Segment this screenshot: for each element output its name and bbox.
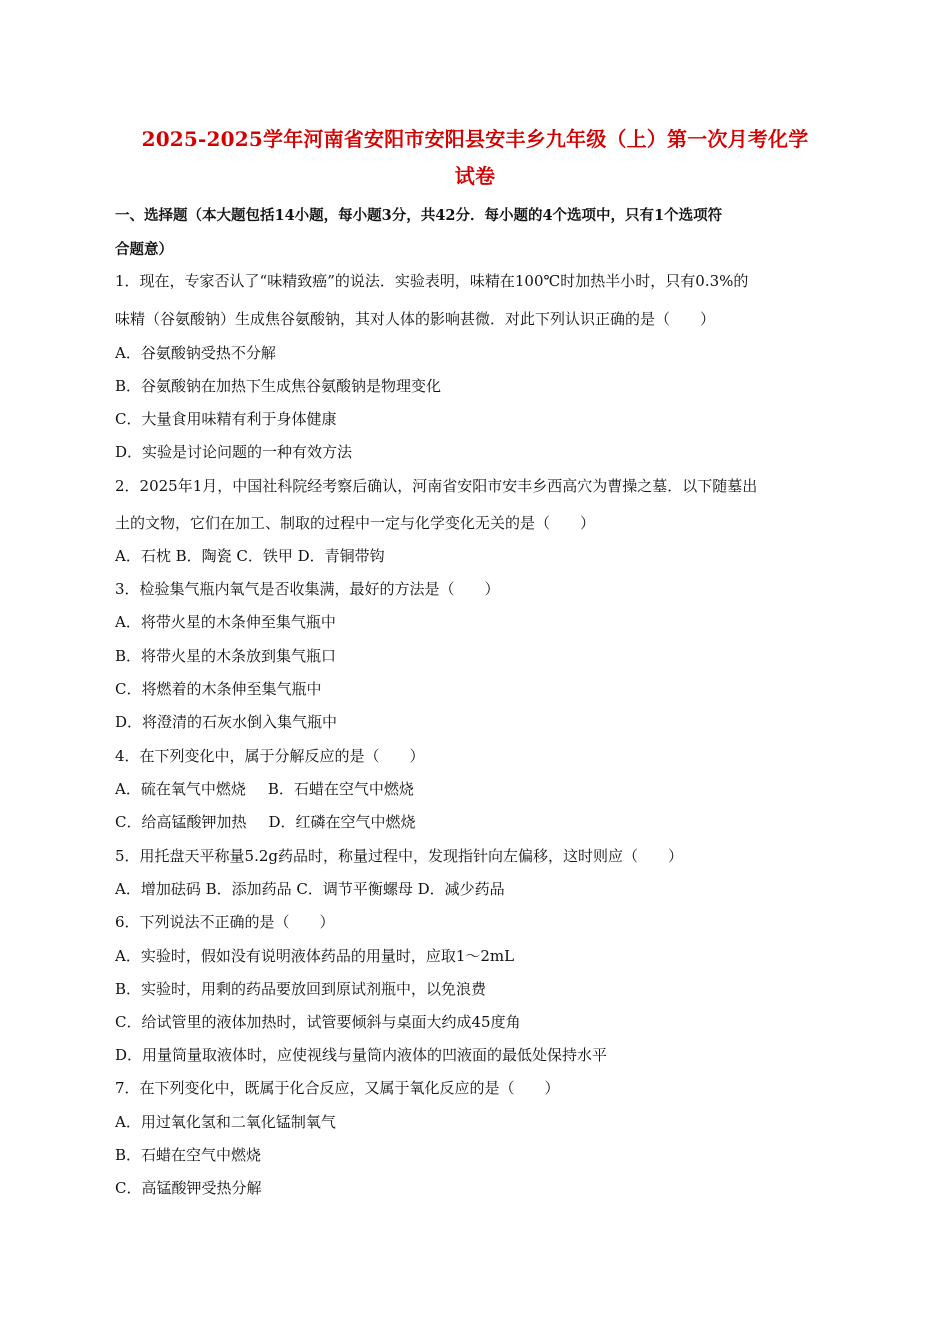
question-4-option-b: B．石蜡在空气中燃烧: [267, 780, 414, 798]
question-7-stem: 7．在下列变化中，既属于化合反应，又属于氧化反应的是（ ）: [115, 1079, 560, 1097]
question-7-option-c: C．高锰酸钾受热分解: [115, 1179, 262, 1197]
question-1-option-d: D．实验是讨论问题的一种有效方法: [115, 443, 353, 461]
exam-title-line-2: 试卷: [454, 164, 496, 188]
question-1-stem-line-2: 味精（谷氨酸钠）生成焦谷氨酸钠，其对人体的影响甚微．对此下列认识正确的是（ ）: [115, 310, 716, 328]
question-1-option-a: A．谷氨酸钠受热不分解: [115, 344, 276, 362]
question-2-stem-line-1: 2．2025年1月，中国社科院经考察后确认，河南省安阳市安丰乡西高穴为曹操之墓．以下随墓出: [115, 477, 758, 495]
section-heading-line-1: 一、选择题（本大题包括14小题，每小题3分，共42分．每小题的4个选项中，只有1个选项符: [115, 207, 723, 224]
question-6-option-a: A．实验时，假如没有说明液体药品的用量时，应取1～2mL: [115, 947, 515, 965]
question-4-option-d: D．红磷在空气中燃烧: [268, 813, 416, 831]
question-1-option-b: B．谷氨酸钠在加热下生成焦谷氨酸钠是物理变化: [115, 377, 442, 395]
question-6-option-b: B．实验时，用剩的药品要放回到原试剂瓶中，以免浪费: [115, 980, 487, 998]
question-1-stem-line-1: 1．现在，专家否认了“味精致癌”的说法．实验表明，味精在100℃时加热半小时，只有0.3%的: [115, 272, 749, 290]
question-5-stem: 5．用托盘天平称量5.2g药品时，称量过程中，发现指针向左偏移，这时则应（ ）: [115, 847, 684, 865]
question-4-options-row-2: [115, 811, 835, 832]
question-3-stem: 3．检验集气瓶内氧气是否收集满，最好的方法是（ ）: [115, 580, 500, 598]
question-3-option-c: C．将燃着的木条伸至集气瓶中: [115, 680, 322, 698]
question-3-option-a: A．将带火星的木条伸至集气瓶中: [115, 613, 336, 631]
question-6-stem: 6．下列说法不正确的是（ ）: [115, 913, 335, 931]
section-heading-line-2: 合题意）: [115, 241, 173, 258]
question-5-options: A．增加砝码 B．添加药品 C．调节平衡螺母 D．减少药品: [115, 880, 505, 898]
question-2-stem-line-2: 土的文物，它们在加工、制取的过程中一定与化学变化无关的是（ ）: [115, 514, 596, 532]
question-4-option-c: C．给高锰酸钾加热: [115, 813, 247, 831]
question-3-option-d: D．将澄清的石灰水倒入集气瓶中: [115, 713, 338, 731]
question-3-option-b: B．将带火星的木条放到集气瓶口: [115, 647, 337, 665]
question-4-options-row-1: [115, 778, 835, 799]
question-4-option-a: A．硫在氧气中燃烧: [115, 780, 246, 798]
question-1-option-c: C．大量食用味精有利于身体健康: [115, 410, 337, 428]
question-6-option-d: D．用量筒量取液体时，应使视线与量筒内液体的凹液面的最低处保持水平: [115, 1046, 608, 1064]
question-2-options: A．石枕 B．陶瓷 C．铁甲 D．青铜带钩: [115, 547, 385, 565]
question-6-option-c: C．给试管里的液体加热时，试管要倾斜与桌面大约成45度角: [115, 1013, 521, 1031]
question-7-option-a: A．用过氧化氢和二氧化锰制氧气: [115, 1113, 336, 1131]
question-4-stem: 4．在下列变化中，属于分解反应的是（ ）: [115, 747, 425, 765]
question-7-option-b: B．石蜡在空气中燃烧: [115, 1146, 262, 1164]
exam-title-line-1: 2025-2025学年河南省安阳市安阳县安丰乡九年级（上）第一次月考化学: [141, 127, 809, 151]
